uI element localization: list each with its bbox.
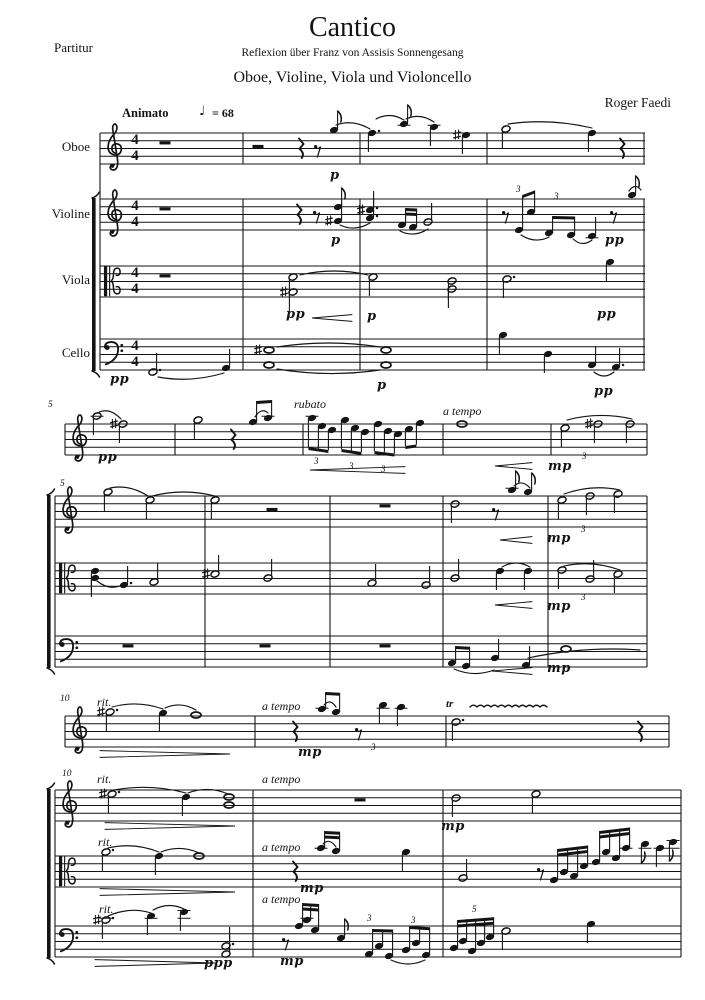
dynamic-marking: pp — [98, 450, 118, 465]
subtitle: Reflexion über Franz von Assisis Sonnengesang — [241, 47, 464, 59]
expression-text: a tempo — [262, 892, 301, 906]
expression-text: a tempo — [443, 404, 482, 418]
tempo-note-icon: ♩ — [199, 104, 206, 119]
dynamic-marking: mp — [547, 531, 571, 546]
staff-label-cello: Cello — [61, 345, 90, 360]
dynamic-marking: p — [377, 378, 387, 393]
tuplet-number: 3 — [381, 464, 386, 474]
tuplet-number: 3 — [582, 451, 587, 461]
dynamic-marking: p — [331, 233, 341, 248]
time-signature-numerator: 4 — [131, 265, 139, 281]
measure-number: 5 — [60, 479, 65, 489]
dynamic-marking: pp — [594, 384, 614, 399]
composer-name: Roger Faedi — [604, 95, 671, 110]
expression-text: rit. — [97, 772, 112, 786]
dynamic-marking: mp — [548, 459, 572, 474]
staff-label-oboe: Oboe — [61, 139, 90, 154]
tuplet-number: 3 — [554, 191, 559, 201]
page-title: Cantico — [308, 12, 397, 43]
tuplet-number: 3 — [411, 915, 416, 925]
expression-text: a tempo — [262, 840, 301, 854]
part-label: Partitur — [54, 40, 93, 55]
time-signature-denominator: 4 — [131, 147, 139, 164]
expression-text: a tempo — [262, 772, 301, 786]
expression-text: a tempo — [262, 699, 301, 713]
expression-text: rit. — [99, 902, 114, 916]
tuplet-number: 3 — [367, 913, 372, 923]
tuplet-number: 3 — [314, 456, 319, 466]
measure-number: 5 — [48, 400, 53, 410]
dynamic-marking: pp — [110, 372, 130, 387]
dynamic-marking: mp — [280, 954, 304, 969]
dynamic-marking: p — [330, 168, 340, 183]
tempo-text: Animato — [122, 106, 169, 120]
tuplet-number: 3 — [581, 524, 586, 534]
dynamic-marking: mp — [547, 599, 571, 614]
dynamic-marking: mp — [547, 661, 571, 676]
staff-label-violine: Violine — [51, 206, 90, 221]
time-signature-denominator: 4 — [131, 353, 139, 370]
tuplet-number: 3 — [581, 592, 586, 602]
dynamic-marking: pp — [286, 307, 306, 322]
dynamic-marking: pp — [597, 307, 617, 322]
measure-number: 10 — [60, 694, 70, 704]
dynamic-marking: pp — [605, 233, 625, 248]
dynamic-marking: p — [367, 309, 377, 324]
expression-text: rit. — [98, 835, 113, 849]
tuplet-number: 3 — [349, 461, 354, 471]
dynamic-marking: mp — [298, 745, 322, 760]
time-signature-numerator: 4 — [131, 198, 139, 214]
trill-label: tr — [446, 698, 454, 710]
measure-number: 10 — [62, 769, 72, 779]
expression-text: rit. — [97, 695, 112, 709]
tempo-bpm: = 68 — [212, 106, 234, 120]
time-signature-numerator: 4 — [131, 132, 139, 148]
tuplet-number: 3 — [371, 742, 376, 752]
dynamic-marking: mp — [300, 881, 324, 896]
dynamic-marking: ppp — [204, 956, 233, 971]
time-signature-numerator: 4 — [131, 338, 139, 354]
tuplet-number: 5 — [472, 904, 477, 914]
dynamic-marking: mp — [441, 819, 465, 834]
time-signature-denominator: 4 — [131, 213, 139, 230]
tuplet-number: 3 — [516, 184, 521, 194]
expression-text: rubato — [294, 397, 327, 411]
instrumentation: Oboe, Violine, Viola und Violoncello — [233, 69, 472, 86]
time-signature-denominator: 4 — [131, 280, 139, 297]
staff-label-viola: Viola — [61, 272, 90, 287]
